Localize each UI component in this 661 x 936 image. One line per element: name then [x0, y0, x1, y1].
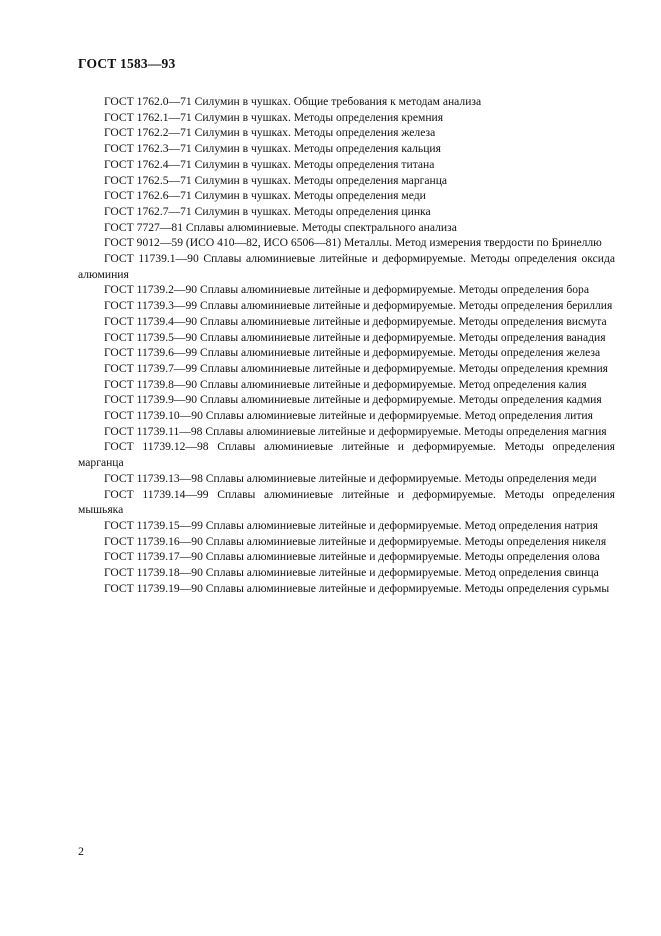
reference-item: ГОСТ 11739.14—99 Сплавы алюминиевые литейные и деформируемые. Методы определения мышьяка: [78, 487, 615, 517]
reference-item: ГОСТ 11739.6—99 Сплавы алюминиевые литейные и деформируемые. Методы определения железа: [104, 346, 601, 360]
reference-item: ГОСТ 11739.2—90 Сплавы алюминиевые литейные и деформируемые. Методы определения бора: [104, 283, 589, 297]
reference-item: ГОСТ 11739.19—90 Сплавы алюминиевые литейные и деформируемые. Методы определения сурьмы: [104, 581, 610, 595]
reference-item: ГОСТ 1762.4—71 Силумин в чушках. Методы определения титана: [104, 157, 435, 171]
reference-item: ГОСТ 11739.16—90 Сплавы алюминиевые литейные и деформируемые. Методы определения никеля: [104, 534, 607, 548]
reference-item: ГОСТ 1762.6—71 Силумин в чушках. Методы определения меди: [104, 189, 426, 203]
reference-item: ГОСТ 11739.12—98 Сплавы алюминиевые литейные и деформируемые. Методы определения марганца: [78, 440, 615, 470]
reference-item: ГОСТ 1762.0—71 Силумин в чушках. Общие требования к методам анализа: [104, 95, 482, 108]
reference-item: ГОСТ 1762.5—71 Силумин в чушках. Методы определения марганца: [104, 173, 448, 187]
reference-item: ГОСТ 1762.7—71 Силумин в чушках. Методы определения цинка: [104, 204, 431, 218]
reference-item: ГОСТ 11739.8—90 Сплавы алюминиевые литейные и деформируемые. Метод определения калия: [104, 377, 587, 391]
reference-item: ГОСТ 11739.18—90 Сплавы алюминиевые литейные и деформируемые. Метод определения свинца: [104, 566, 599, 580]
reference-item: ГОСТ 7727—81 Сплавы алюминиевые. Методы спектрального анализа: [104, 220, 457, 234]
reference-item: ГОСТ 11739.17—90 Сплавы алюминиевые литейные и деформируемые. Методы определения олова: [104, 550, 600, 564]
reference-item: ГОСТ 11739.13—98 Сплавы алюминиевые литейные и деформируемые. Методы определения меди: [104, 471, 597, 485]
reference-item: ГОСТ 11739.7—99 Сплавы алюминиевые литейные и деформируемые. Методы определения кремния: [104, 361, 608, 375]
reference-item: ГОСТ 1762.3—71 Силумин в чушках. Методы определения кальция: [104, 142, 441, 156]
reference-item: ГОСТ 11739.1—90 Сплавы алюминиевые литейные и деформируемые. Методы определения оксида алюминия: [78, 252, 615, 281]
references-list: [78, 94, 615, 597]
reference-item: ГОСТ 11739.15—99 Сплавы алюминиевые литейные и деформируемые. Метод определения натрия: [104, 518, 598, 532]
reference-item: ГОСТ 1762.2—71 Силумин в чушках. Методы определения железа: [104, 126, 436, 140]
reference-item: ГОСТ 9012—59 (ИСО 410—82, ИСО 6506—81) Металлы. Метод измерения твердости по Бринеллю: [104, 236, 602, 250]
reference-item: ГОСТ 11739.4—90 Сплавы алюминиевые литейные и деформируемые. Методы определения висмута: [104, 314, 607, 328]
document-header: ГОСТ 1583—93: [78, 56, 176, 71]
reference-item: ГОСТ 11739.10—90 Сплавы алюминиевые литейные и деформируемые. Метод определения лития: [104, 409, 593, 423]
reference-item: ГОСТ 11739.5—90 Сплавы алюминиевые литейные и деформируемые. Методы определения ванадия: [104, 330, 606, 344]
page-number: 2: [78, 844, 84, 858]
reference-item: ГОСТ 1762.1—71 Силумин в чушках. Методы определения кремния: [104, 110, 444, 124]
reference-item: ГОСТ 11739.9—90 Сплавы алюминиевые литейные и деформируемые. Методы определения кадмия: [104, 393, 602, 407]
reference-item: ГОСТ 11739.3—99 Сплавы алюминиевые литейные и деформируемые. Методы определения бериллия: [104, 299, 613, 313]
reference-item: ГОСТ 11739.11—98 Сплавы алюминиевые литейные и деформируемые. Методы определения магния: [104, 424, 607, 438]
